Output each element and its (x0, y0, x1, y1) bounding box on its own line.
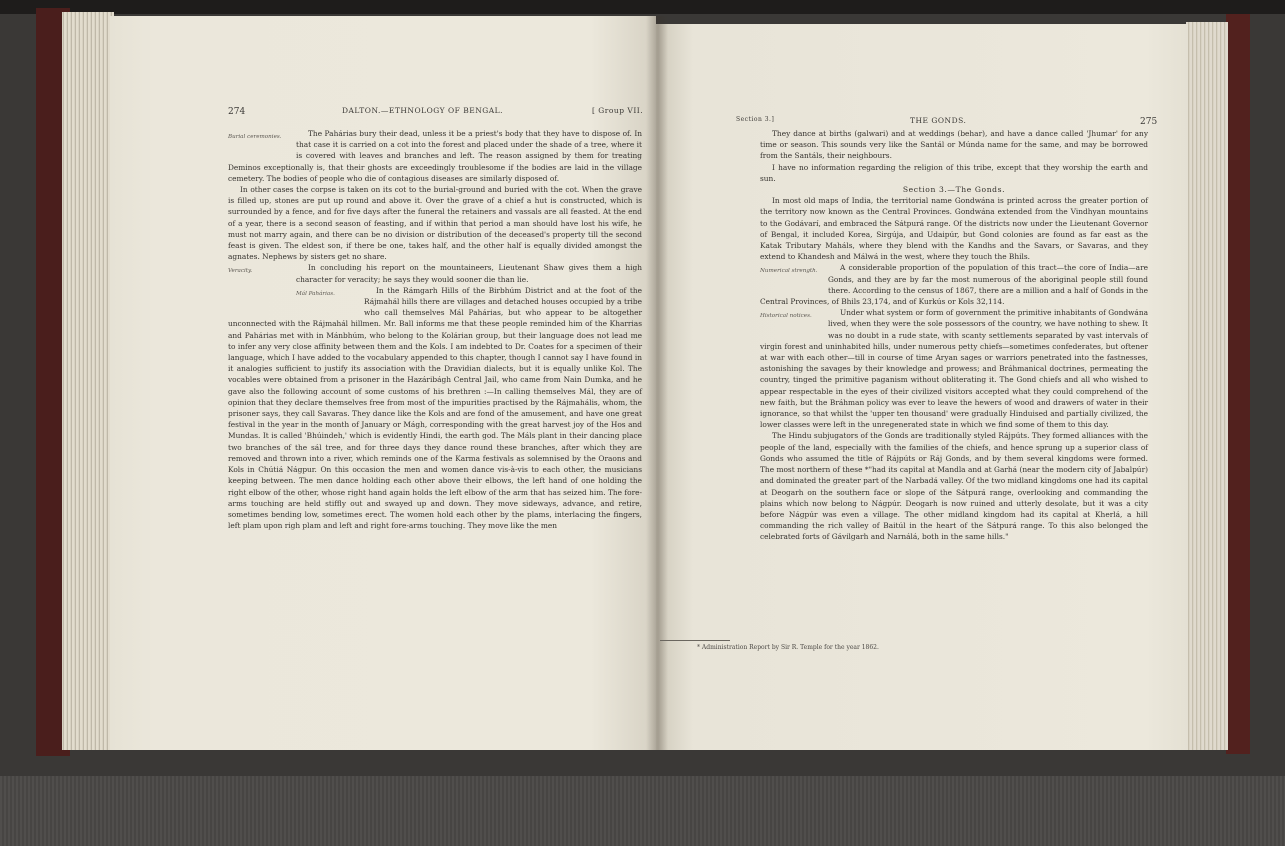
section-ref: Section 3.] (736, 116, 775, 123)
page-number-left: 274 (228, 107, 246, 117)
paragraph-burial: Burial ceremonies. The Pahárias bury their dead, unless it be a priest's body that they have to dispose of. In that case it is carried on a cot into the forest and placed under the shade of a tree, where it is covered with leaves and branches and left. The reason assigned by them for treating Deminos exceptionally is, that their ghosts are exceedingly troublesome if the bodies are laid in the village cemetery. The bodies of people who die of contagious diseases are similarly disposed of. (228, 129, 642, 183)
book-cover-right (1226, 14, 1250, 754)
paragraph-funeral: In other cases the corpse is taken on its cot to the burial-ground and buried with the cot. When the grave is filled up, stones are put up round and above it. Over the grave of a chief a hut is constructed, which is surrounded by a fence, and for five days after the funeral the retainers and vassals are all feasted. At the end of a year, there is a second season of feasting, and if within that period a man should have lost his wife, he must not marry again, and there can be no division or distribution of the deceased's property till the second feast is given. The eldest son, if there be one, takes half, and the other half is equally divided amongst the agnates. Nephews by sisters get no share. (228, 185, 642, 262)
paragraph-gondwana: In most old maps of India, the territorial name Gondwána is printed across the greater portion of the territory now known as the Central Provinces. Gondwána extended from the Vindhyan mountains to the Godávarí, and embraced the Sátpurá range. Of the districts now under the Lieutenant Governor of Bengal, it included Korea, Sirgúja, and Udaipúr, but Gond colonies are found as far east as the Katak Tributary Maháls, where they blend with the Kandhs and the Savars, or Savaras, and they extend to Khandesh and Málwá in the west, where they touch the Bhils. (760, 196, 1148, 262)
paragraph-mal-paharias: Mál Pahárias. In the Rámgarh Hills of the Birbhúm District and at the foot of the Rájmahál hills there are villages and detached houses occupied by a tribe who call themselves Mál Pahárias, but who appear to be altogether unconnected with the Rájmahál hillmen. Mr. Ball informs me that these people reminded him of the Kharrias and Pahárias met with in Mánbhúm, who belong to the Kolárian group, but their language does not lead me to infer any very close affinity between them and the Kols. I am indebted to Dr. Coates for a specimen of their language, which I have added to the vocabulary appended to this chapter, though I cannot say I have found in it analogies sufficient to justify its association with the Dravidian dialects, but it is equally unlike Kol. The vocables were obtained from a prisoner in the Hazáribágh Central Jail, who came from Nain Dumka, and he gave also the following account of some customs of his brethren :—In calling themselves Mál, they are of opinion that they declare themselves free from most of the impurities practised by the Rájmahális, whom, the prisoner says, they call Savaras. They dance like the Kols and are fond of the amusement, and have one great festival in the year in the month of January or Mágh, corresponding with the great harvest joy of the Hos and Mundas. It is called 'Bhúindeh,' which is evidently Hindi, the earth god. The Máls plant in their dancing place two branches of the sál tree, and for three days they dance round these branches, after which they are removed and thrown into a river, which reminds one of the Karma festivals as solemnised by the Oraons and Kols in Chútiá Nágpur. On this occasion the men and women dance vis-à-vis to each other, the musicians keeping between. The men dance holding each other above their elbows, the left hand of one holding the right elbow of the other, whose right hand again holds the left elbow of the arm that has seized him. The fore-arms touching are held stiffly out and swayed up and down. They move sideways, advance, and retire, sometimes bending low, sometimes erect. The women hold each other by the plams, interlacing the fingers, left plam upon righ plam and left and right fore-arms touching. They move like the men (228, 285, 642, 531)
left-page (110, 16, 656, 750)
table-surface (0, 776, 1285, 846)
page-number-right: 275 (1140, 117, 1158, 127)
side-note-burial: Burial ceremonies. (228, 134, 282, 140)
footnote: * Administration Report by Sir R. Temple for the year 1862. (697, 644, 879, 651)
side-note-numerical: Numerical strength. (760, 268, 818, 275)
paragraph-rajputs: The Hindu subjugators of the Gonds are traditionally styled Rájpúts. They formed alliances with the people of the land, especially with the families of the chiefs, and hence sprung up a superior class of Gonds who assumed the title of Rájpúts or Ráj Gonds, and by them several kingdoms were formed. The most northern of these *"had its capital at Mandla and at Garhá (near the modern city of Jabalpúr) and dominated the greater part of the Narbadá valley. Of the two midland kingdoms one had its capital at Deogarh on the southern face or slope of the Sátpurá range, overlooking and commanding the plains which now belong to Nágpúr. Deogarh is now ruined and utterly desolate, but it was a city before Nágpúr was even a village. The other midland kingdom had its capital at Kherlá, a hill commanding the rich valley of Baitúl in the heart of the Sátpurá range. To this also belonged the celebrated forts of Gávilgarh and Narnálá, both in the same hills." (760, 431, 1148, 542)
paragraph-veracity: Veracity. In concluding his report on the mountaineers, Lieutenant Shaw gives them a high character for veracity; he says they would sooner die than lie. (228, 263, 642, 284)
section-heading: Section 3.—The Gonds. (902, 185, 1006, 195)
side-note-historical: Historical notices. (760, 313, 812, 320)
group-label: [ Group VII. (592, 106, 644, 115)
page-edges-left (62, 12, 114, 750)
side-note-mal: Mál Pahárias. (296, 290, 335, 297)
footnote-rule (660, 640, 730, 641)
paragraph-religion: I have no information regarding the religion of this tribe, except that they worship the earth and sun. (760, 162, 1148, 183)
paragraph-dance: They dance at births (galwari) and at weddings (behar), and have a dance called 'Jhumar' for any time or season. This sounds very like the Santál or Múnda name for the same, and may be borrowed from the Santáls, their neighbours. (760, 129, 1148, 161)
right-page (656, 24, 1188, 750)
right-body (760, 128, 1148, 660)
background-cloth (0, 0, 1285, 14)
running-head-left: DALTON.—ETHNOLOGY OF BENGAL. (342, 106, 504, 115)
running-head-right: THE GONDS. (910, 116, 967, 125)
page-edges-right (1186, 22, 1228, 750)
side-note-veracity: Veracity. (228, 268, 253, 275)
left-body (228, 128, 642, 738)
paragraph-numbers: Numerical strength. A considerable proportion of the population of this tract—the core of India—are Gonds, and they are by far the most numerous of the aboriginal people still found there. According to the census of 1867, there are a million and a half of Gonds in the Central Provinces, of Bhils 23,174, and of Kurkús or Kols 32,114. (760, 263, 1148, 307)
paragraph-history: Historical notices. Under what system or form of government the primitive inhabitants of Gondwána lived, when they were the sole possessors of the country, we have nothing to shew. It was no doubt in a rude state, with scanty settlements separated by vast intervals of virgin forest and uninhabited hills, under numerous petty chiefs—sometimes confederates, but oftener at war with each other—till in course of time Aryan sages or warriors penetrated into the fastnesses, astonishing the savages by their knowledge and prowess; and Bráhmanical doctrines, permeating the country, tinged the primitive paganism without obliterating it. The Gond chiefs and all who wished to appear respectable in the eyes of their civilized visitors accepted what they could comprehend of the new faith, but the Bráhman policy was ever to leave the hewers of wood and drawers of water in their ignorance, so that whilst the 'upper ten thousand' were gradually Hinduised and partially civilized, the lower classes were left in the unregenerated state in which we find some of them to this day. (760, 308, 1148, 430)
